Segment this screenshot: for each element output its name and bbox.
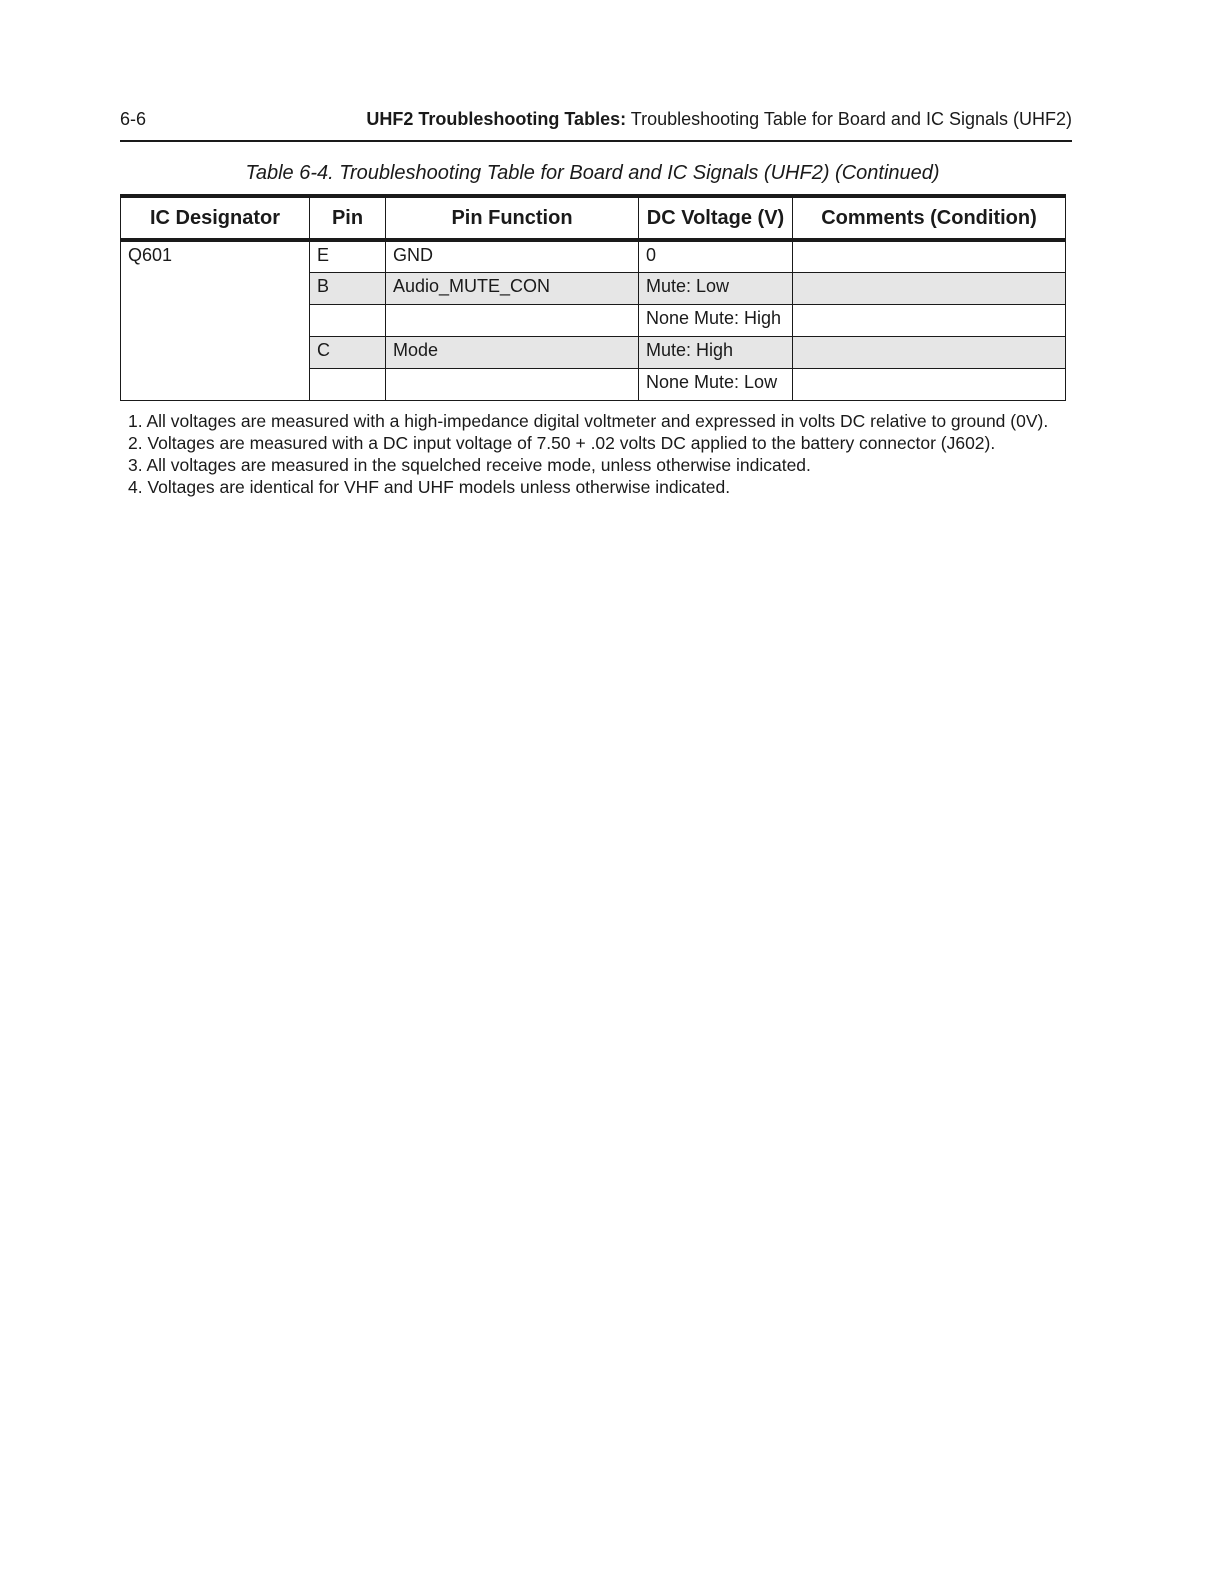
pin-cell: B: [310, 272, 386, 304]
table-notes: [128, 410, 1068, 498]
comments-cell: [793, 240, 1066, 272]
page-number: 6-6: [120, 109, 147, 129]
table-row: [121, 240, 1066, 272]
column-header-pin-function: Pin Function: [386, 196, 639, 240]
comments-cell: [793, 304, 1066, 336]
pin-function-cell: Mode: [386, 336, 639, 368]
comments-cell: [793, 336, 1066, 368]
dc-voltage-cell: Mute: High: [639, 336, 793, 368]
table-header-row: [121, 196, 1066, 240]
note-item: 4. Voltages are identical for VHF and UHF models unless otherwise indicated.: [128, 477, 731, 497]
page-header: [120, 106, 1072, 132]
running-title-section: UHF2 Troubleshooting Tables:: [366, 109, 627, 129]
dc-voltage-cell: None Mute: Low: [639, 368, 793, 400]
dc-voltage-cell: None Mute: High: [639, 304, 793, 336]
troubleshooting-table: [120, 194, 1066, 401]
pin-function-cell: Audio_MUTE_CON: [386, 272, 639, 304]
pin-cell: C: [310, 336, 386, 368]
ic-designator-cell: Q601: [121, 240, 310, 400]
pin-cell: [310, 304, 386, 336]
note-item: 2. Voltages are measured with a DC input voltage of 7.50 + .02 volts DC applied to the battery connector (J602).: [128, 433, 996, 453]
note-item: 3. All voltages are measured in the squelched receive mode, unless otherwise indicated.: [128, 455, 811, 475]
column-header-pin: Pin: [310, 196, 386, 240]
pin-function-cell: [386, 304, 639, 336]
dc-voltage-cell: Mute: Low: [639, 272, 793, 304]
column-header-ic-designator: IC Designator: [121, 196, 310, 240]
pin-cell: [310, 368, 386, 400]
dc-voltage-cell: 0: [639, 240, 793, 272]
header-rule: [120, 140, 1072, 142]
table-caption: Table 6-4. Troubleshooting Table for Board and IC Signals (UHF2) (Continued): [245, 162, 940, 184]
comments-cell: [793, 368, 1066, 400]
column-header-comments: Comments (Condition): [793, 196, 1066, 240]
running-title: [366, 109, 1072, 130]
pin-function-cell: GND: [386, 240, 639, 272]
pin-function-cell: [386, 368, 639, 400]
running-title-text: Troubleshooting Table for Board and IC Signals (UHF2): [626, 109, 1072, 129]
column-header-dc-voltage: DC Voltage (V): [639, 196, 793, 240]
note-item: 1. All voltages are measured with a high-impedance digital voltmeter and expressed in volts DC relative to ground (0V).: [128, 411, 1049, 431]
pin-cell: E: [310, 240, 386, 272]
comments-cell: [793, 272, 1066, 304]
